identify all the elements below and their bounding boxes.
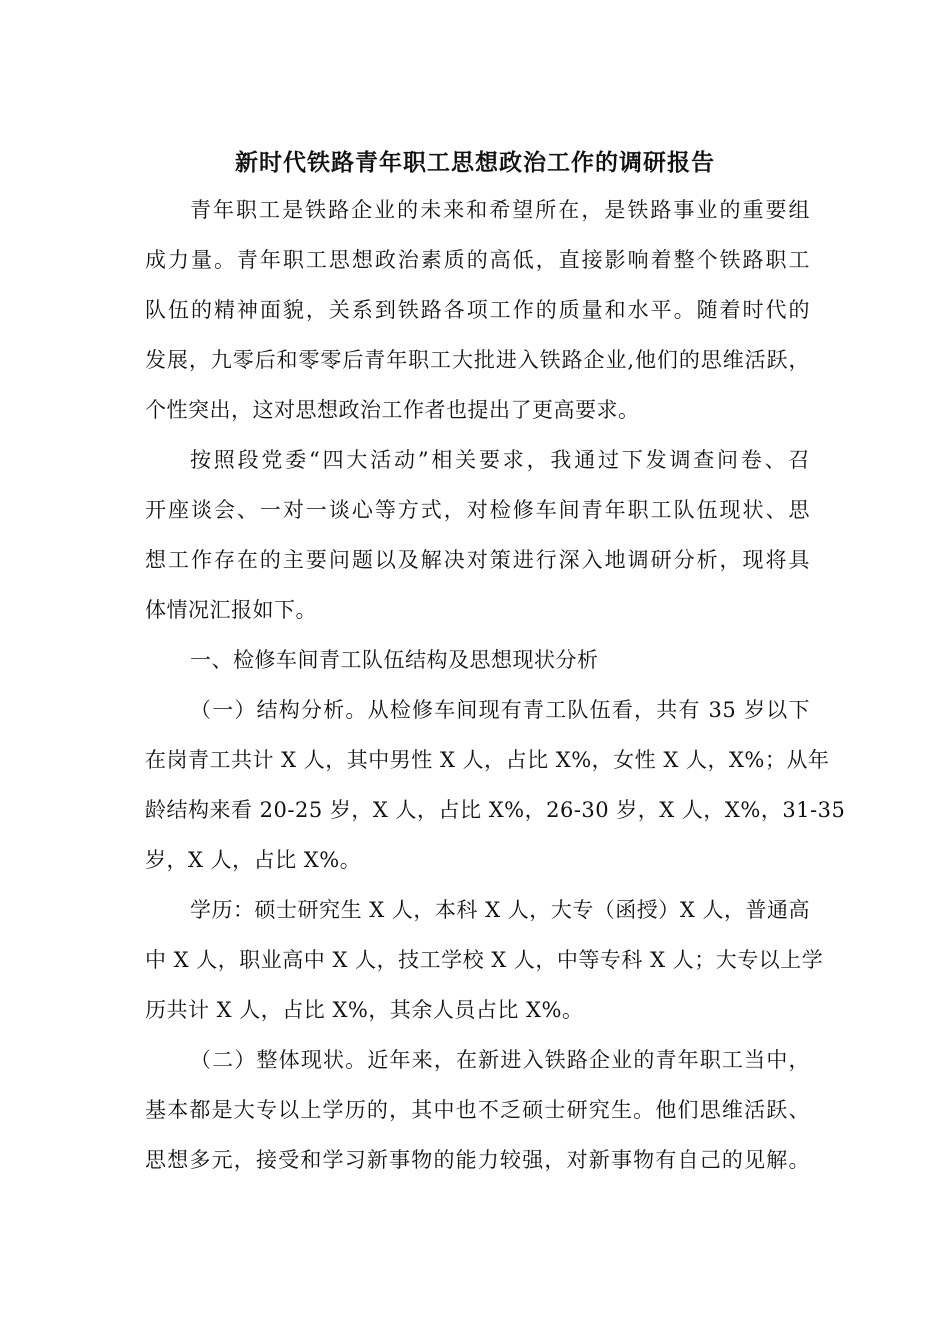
paragraph-line: 开座谈会、一对一谈心等方式，对检修车间青年职工队伍现状、思 bbox=[145, 498, 810, 522]
paragraph-line: 历共计 X 人，占比 X%，其余人员占比 X%。 bbox=[145, 998, 584, 1022]
paragraph-line: （二）整体现状。近年来，在新进入铁路企业的青年职工当中， bbox=[190, 1048, 810, 1072]
paragraph-line: 基本都是大专以上学历的，其中也不乏硕士研究生。他们思维活跃、 bbox=[145, 1098, 810, 1122]
paragraph-line: 龄结构来看 20-25 岁，X 人，占比 X%，26-30 岁，X 人，X%，31-35 bbox=[145, 798, 846, 822]
paragraph-line: 成力量。青年职工思想政治素质的高低，直接影响着整个铁路职工 bbox=[145, 248, 810, 272]
paragraph-line: 青年职工是铁路企业的未来和希望所在，是铁路事业的重要组 bbox=[190, 198, 810, 222]
paragraph-line: 思想多元，接受和学习新事物的能力较强，对新事物有自己的见解。 bbox=[145, 1148, 810, 1172]
paragraph-line: 中 X 人，职业高中 X 人，技工学校 X 人，中等专科 X 人；大专以上学 bbox=[145, 948, 824, 972]
paragraph-line: 队伍的精神面貌，关系到铁路各项工作的质量和水平。随着时代的 bbox=[145, 298, 810, 322]
document-title: 新时代铁路青年职工思想政治工作的调研报告 bbox=[235, 149, 715, 176]
paragraph-line: 在岗青工共计 X 人，其中男性 X 人，占比 X%，女性 X 人，X%；从年 bbox=[145, 748, 830, 772]
paragraph-line: 学历：硕士研究生 X 人，本科 X 人，大专（函授）X 人，普通高 bbox=[190, 898, 810, 922]
paragraph-line: 体情况汇报如下。 bbox=[145, 598, 317, 622]
section-heading: 一、检修车间青工队伍结构及思想现状分析 bbox=[190, 648, 599, 672]
paragraph-line: 想工作存在的主要问题以及解决对策进行深入地调研分析，现将具 bbox=[145, 548, 810, 572]
paragraph-line: 岁，X 人，占比 X%。 bbox=[145, 848, 362, 872]
paragraph-line: 个性突出，这对思想政治工作者也提出了更高要求。 bbox=[145, 398, 640, 422]
paragraph-line: 按照段党委“四大活动”相关要求，我通过下发调查问卷、召 bbox=[190, 448, 810, 472]
paragraph-line: （一）结构分析。从检修车间现有青工队伍看，共有 35 岁以下 bbox=[190, 698, 810, 722]
paragraph-line: 发展，九零后和零零后青年职工大批进入铁路企业,他们的思维活跃， bbox=[145, 348, 810, 372]
